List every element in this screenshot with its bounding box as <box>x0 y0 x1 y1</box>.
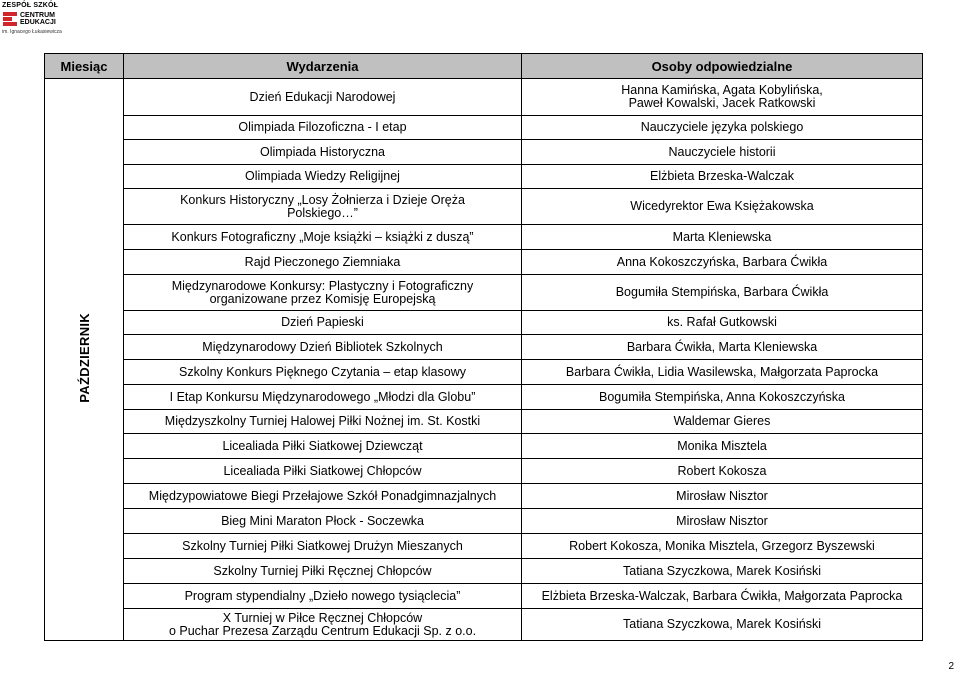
table-row <box>45 311 923 335</box>
school-logo <box>2 2 72 36</box>
table-row <box>45 360 923 385</box>
responsible-cell: Robert Kokosza <box>522 459 923 484</box>
table-row <box>45 385 923 410</box>
month-cell <box>45 79 124 641</box>
event-cell: Olimpiada Filozoficzna - I etap <box>124 116 522 140</box>
event-cell: Konkurs Fotograficzny „Moje książki – książki z duszą” <box>124 225 522 250</box>
responsible-cell: Anna Kokoszczyńska, Barbara Ćwikła <box>522 250 923 275</box>
responsible-cell: Tatiana Szyczkowa, Marek Kosiński <box>522 559 923 584</box>
table-row <box>45 225 923 250</box>
table-row <box>45 459 923 484</box>
event-cell: Dzień Papieski <box>124 311 522 335</box>
event-cell: Bieg Mini Maraton Płock - Soczewka <box>124 509 522 534</box>
event-cell: Międzypowiatowe Biegi Przełajowe Szkół Ponadgimnazjalnych <box>124 484 522 509</box>
table-row <box>45 484 923 509</box>
responsible-cell: Waldemar Gieres <box>522 410 923 434</box>
header-events: Wydarzenia <box>124 54 522 79</box>
event-cell: X Turniej w Piłce Ręcznej Chłopców o Puchar Prezesa Zarządu Centrum Edukacji Sp. z o.o. <box>124 609 522 641</box>
table-row <box>45 534 923 559</box>
event-cell: Olimpiada Wiedzy Religijnej <box>124 165 522 189</box>
table-header-row <box>45 54 923 79</box>
responsible-cell: Barbara Ćwikła, Lidia Wasilewska, Małgorzata Paprocka <box>522 360 923 385</box>
responsible-cell: Elżbieta Brzeska-Walczak <box>522 165 923 189</box>
event-cell: I Etap Konkursu Międzynarodowego „Młodzi dla Globu” <box>124 385 522 410</box>
header-month: Miesiąc <box>45 54 124 79</box>
logo-patron: im. Ignacego Łukasiewicza <box>2 29 62 35</box>
logo-school-type: ZESPÓŁ SZKÓŁ <box>2 2 59 9</box>
event-cell: Szkolny Konkurs Pięknego Czytania – etap klasowy <box>124 360 522 385</box>
event-cell: Program stypendialny „Dzieło nowego tysiąclecia” <box>124 584 522 609</box>
responsible-cell: Tatiana Szyczkowa, Marek Kosiński <box>522 609 923 641</box>
responsible-cell: Mirosław Nisztor <box>522 509 923 534</box>
responsible-cell: Hanna Kamińska, Agata Kobylińska, Paweł Kowalski, Jacek Ratkowski <box>522 79 923 116</box>
responsible-cell: Barbara Ćwikła, Marta Kleniewska <box>522 335 923 360</box>
logo-name-line1: CENTRUM <box>20 12 55 19</box>
event-cell: Licealiada Piłki Siatkowej Dziewcząt <box>124 434 522 459</box>
responsible-cell: Wicedyrektor Ewa Księżakowska <box>522 189 923 225</box>
table-row <box>45 79 923 116</box>
logo-name <box>20 12 56 26</box>
event-cell: Rajd Pieczonego Ziemniaka <box>124 250 522 275</box>
table-row <box>45 584 923 609</box>
table-row <box>45 140 923 165</box>
table-row <box>45 165 923 189</box>
table-row <box>45 275 923 311</box>
event-cell: Międzynarodowy Dzień Bibliotek Szkolnych <box>124 335 522 360</box>
table-row <box>45 509 923 534</box>
responsible-cell: Mirosław Nisztor <box>522 484 923 509</box>
header-responsible: Osoby odpowiedzialne <box>522 54 923 79</box>
event-cell: Dzień Edukacji Narodowej <box>124 79 522 116</box>
event-cell: Międzynarodowe Konkursy: Plastyczny i Fotograficzny organizowane przez Komisję Europejską <box>124 275 522 311</box>
responsible-cell: ks. Rafał Gutkowski <box>522 311 923 335</box>
responsible-cell: Bogumiła Stempińska, Anna Kokoszczyńska <box>522 385 923 410</box>
events-table <box>44 53 923 641</box>
table-body <box>45 79 923 641</box>
event-cell: Olimpiada Historyczna <box>124 140 522 165</box>
table-row <box>45 250 923 275</box>
page-number: 2 <box>948 661 954 672</box>
table-row <box>45 116 923 140</box>
responsible-cell: Nauczyciele historii <box>522 140 923 165</box>
event-cell: Szkolny Turniej Piłki Ręcznej Chłopców <box>124 559 522 584</box>
table-row <box>45 335 923 360</box>
event-cell: Licealiada Piłki Siatkowej Chłopców <box>124 459 522 484</box>
responsible-cell: Nauczyciele języka polskiego <box>522 116 923 140</box>
event-cell: Konkurs Historyczny „Losy Żołnierza i Dzieje Oręża Polskiego…” <box>124 189 522 225</box>
logo-name-line2: EDUKACJI <box>20 19 56 26</box>
table-row <box>45 609 923 641</box>
table-row <box>45 434 923 459</box>
event-cell: Międzyszkolny Turniej Halowej Piłki Nożnej im. St. Kostki <box>124 410 522 434</box>
responsible-cell: Elżbieta Brzeska-Walczak, Barbara Ćwikła, Małgorzata Paprocka <box>522 584 923 609</box>
table-row <box>45 559 923 584</box>
table-row <box>45 410 923 434</box>
event-cell: Szkolny Turniej Piłki Siatkowej Drużyn Mieszanych <box>124 534 522 559</box>
month-label: PAŹDZIERNIK <box>76 313 92 403</box>
table-row <box>45 189 923 225</box>
responsible-cell: Bogumiła Stempińska, Barbara Ćwikła <box>522 275 923 311</box>
responsible-cell: Monika Misztela <box>522 434 923 459</box>
logo-mark-icon <box>3 12 17 26</box>
responsible-cell: Robert Kokosza, Monika Misztela, Grzegorz Byszewski <box>522 534 923 559</box>
responsible-cell: Marta Kleniewska <box>522 225 923 250</box>
